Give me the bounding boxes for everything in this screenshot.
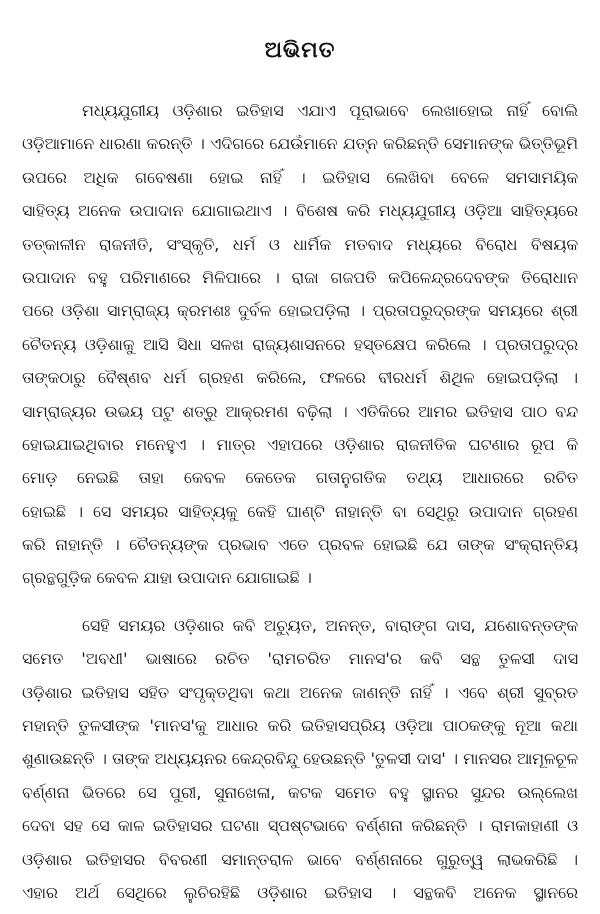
text-line: ଓଡ଼ିଶାର ଇତିହାସ ସହିତ ସଂପୃକ୍ତଥିବା କଥା ଅନେକ ଜାଣନ୍ତି ନାହିଁ । ଏବେ ଶ୍ରୀ ସୁବ୍ରତ	[22, 682, 578, 702]
text-line: ବର୍ଣ୍ଣନା ଭିତରେ ସେ ପୁରୀ, ସୁନାଖେଳା, କଟକ ସମେତ ବହୁ ସ୍ଥାନର ସୁନ୍ଦର ଉଲ୍ଲେଖ	[22, 782, 578, 802]
text-line: ଗ୍ରନ୍ଥଗୁଡ଼ିକ କେବଳ ଯାହା ଉପାଦାନ ଯୋଗାଇଛି ।	[22, 568, 312, 588]
text-line: ଓଡ଼ିଆମାନେ ଧାରଣା କରନ୍ତି । ଏଦିଗରେ ଯେଉଁମାନେ ଯତ୍ନ କରିଛନ୍ତି ସେମାନଙ୍କ ଭିତ୍ତିଭୂମି	[22, 134, 578, 154]
text-line: ତତ୍କାଳୀନ ରାଜନୀତି, ସଂସ୍କୃତି, ଧର୍ମ ଓ ଧାର୍ମିକ ମତବାଦ ମଧ୍ୟରେ ବିରୋଧ ବିଷୟକ	[22, 234, 578, 254]
text-line: ଶୁଣାଉଛନ୍ତି । ତାଙ୍କ ଅଧ୍ୟୟନର କେନ୍ଦ୍ରବିନ୍ଦୁ ହେଉଛନ୍ତି 'ତୁଳସୀ ଦାସ' । ମାନସର ଆମୂଳଚୂଳ	[22, 749, 578, 769]
page-title: ଅଭିମତ	[264, 38, 336, 63]
text-line: ଏହାର ଅର୍ଥ ସେଥିରେ ଲୁଚିରହିଛି ଓଡ଼ିଶାର ଇତିହାସ । ସନ୍ଥକବି ଅନେକ ସ୍ଥାନରେ	[22, 882, 578, 902]
text-line: ସମେତ 'ଅବଧୀ' ଭାଷାରେ ରଚିତ 'ରାମଚରିତ ମାନସ'ର କବି ସନ୍ଥ ତୁଳସୀ ଦାସ	[22, 649, 578, 669]
body-text	[22, 94, 578, 909]
text-line: ମହାନ୍ତି ତୁଳସୀଙ୍କ 'ମାନସ'କୁ ଆଧାର କରି ଇତିହାସପ୍ରିୟ ଓଡ଼ିଆ ପାଠକଙ୍କୁ ନୂଆ କଥା	[22, 716, 578, 736]
text-line: ସେହି ସମୟର ଓଡ଼ିଶାର କବି ଅଚ୍ୟୁତ, ଅନନ୍ତ, ବାରାଙ୍ଗ ଦାସ, ଯଶୋବନ୍ତଙ୍କ	[82, 615, 578, 635]
paragraph-gap	[22, 595, 578, 609]
text-line: ମୋଡ଼ ନେଇଛି ତାହା କେବଳ କେତେକ ଗତାନୁଗତିକ ତଥ୍ୟ ଆଧାରରେ ରଚିତ	[22, 468, 578, 488]
text-line: ତାଙ୍କଠାରୁ ବୈଷ୍ଣବ ଧର୍ମ ଗ୍ରହଣ କରିଲେ, ଫଳରେ ବୀରଧର୍ମ ଶିଥିଳ ହୋଇପଡ଼ିଲା ।	[22, 368, 578, 388]
paragraph-2	[22, 609, 578, 910]
text-line: ଉପାଦାନ ବହୁ ପରିମାଣରେ ମିଳିପାରେ । ରାଜା ଗଜପତି କପିଳେନ୍ଦ୍ରଦେବଙ୍କ ତିରୋଧାନ	[22, 267, 578, 287]
text-line: କରି ନାହାନ୍ତି । ଚୈତନ୍ୟଙ୍କ ପ୍ରଭାବ ଏତେ ପ୍ରବଳ ହୋଇଛି ଯେ ତାଙ୍କ ସଂକ୍ରାନ୍ତିୟ	[22, 535, 578, 555]
text-line: ଉପରେ ଅଧିକ ଗବେଷଣା ହୋଇ ନାହିଁ । ଇତିହାସ ଲେଖିବା ବେଳେ ସମସାମୟିକ	[22, 167, 578, 187]
text-line: ହୋଇଯାଇଥିବାର ମନେହୁଏ । ମାତ୍ର ଏହାପରେ ଓଡ଼ିଶାର ରାଜନୀତିକ ଘଟଣାର ରୂପ କି	[22, 434, 578, 454]
text-line: ଚୈତନ୍ୟ ଓଡ଼ିଶାକୁ ଆସି ସିଧା ସଳଖ ରାଜ୍ୟଶାସନରେ ହସ୍ତକ୍ଷେପ କରିଲେ । ପ୍ରତାପରୁଦ୍ର	[22, 334, 578, 354]
text-line: ସାମ୍ରାଜ୍ୟର ଉଭୟ ପଟୁ ଶତ୍ରୁ ଆକ୍ରମଣ ବଢ଼ିଲା । ଏତିକିରେ ଆମର ଇତିହାସ ପାଠ ବନ୍ଦ	[22, 401, 578, 421]
text-line: ପରେ ଓଡ଼ିଶା ସାମ୍ରାଜ୍ୟ କ୍ରମଶଃ ଦୁର୍ବଳ ହୋଇପଡ଼ିଲା । ପ୍ରତାପରୁଦ୍ରଙ୍କ ସମୟରେ ଶ୍ରୀ	[22, 301, 578, 321]
text-line: ହୋଇଛି । ସେ ସମୟର ସାହିତ୍ୟକୁ କେହି ଘାଣ୍ଟି ନାହାନ୍ତି ବା ସେଥିରୁ ଉପାଦାନ ଗ୍ରହଣ	[22, 501, 578, 521]
text-line: ମଧ୍ୟଯୁଗୀୟ ଓଡ଼ିଶାର ଇତିହାସ ଏଯାଏ ପୂରାଭାବେ ଲେଖାହୋଇ ନାହିଁ ବୋଲି	[82, 101, 578, 120]
paragraph-1	[22, 94, 578, 595]
text-line: ସାହିତ୍ୟ ଅନେକ ଉପାଦାନ ଯୋଗାଇଥାଏ । ବିଶେଷ କରି ମଧ୍ୟଯୁଗୀୟ ଓଡ଼ିଆ ସାହିତ୍ୟରେ	[22, 201, 578, 221]
text-line: ଓଡ଼ିଶାର ଇତିହାସର ବିବରଣୀ ସମାନ୍ତରାଳ ଭାବେ ବର୍ଣ୍ଣନାରେ ଗୁରୁତ୍ୱ ଲାଭକରିଛି ।	[22, 849, 578, 869]
text-line: ଦେବା ସହ ସେ କାଳ ଇତିହାସର ଘଟଣା ସ୍ପଷ୍ଟଭାବେ ବର୍ଣ୍ଣନା କରିଛନ୍ତି । ରାମକାହାଣୀ ଓ	[22, 816, 578, 836]
